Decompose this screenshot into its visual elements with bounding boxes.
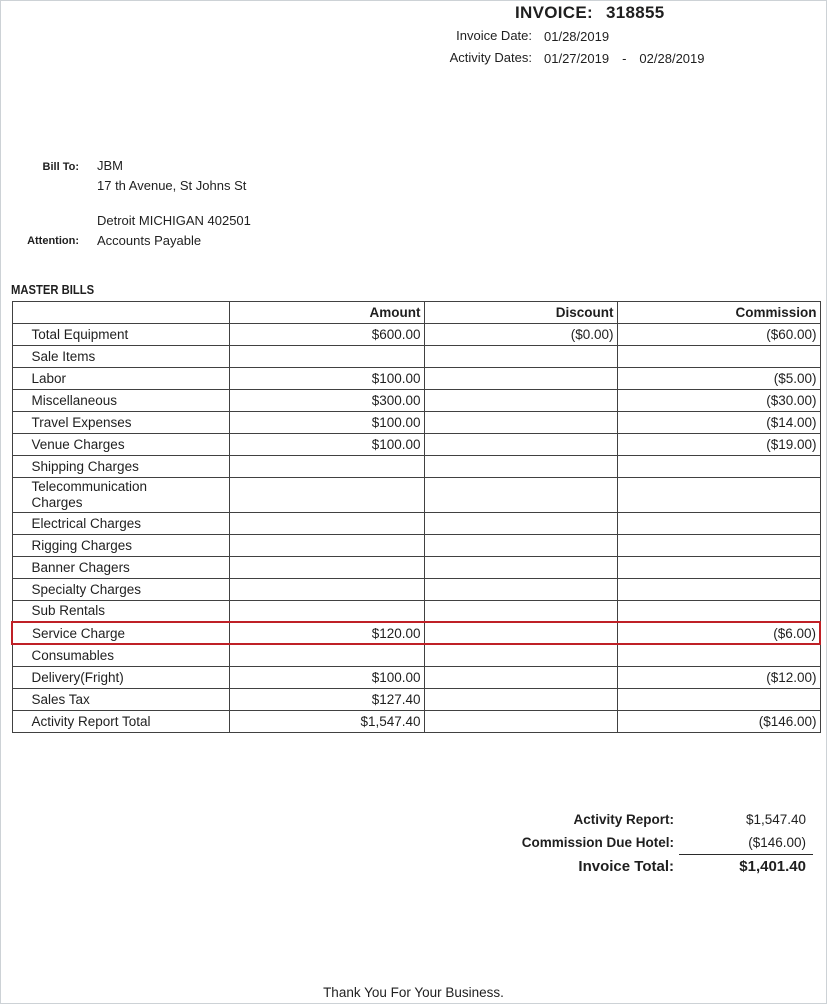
- table-row: [12, 644, 820, 666]
- row-label-text: Miscellaneous: [31, 392, 118, 408]
- invoice-total-value: $1,401.40: [739, 858, 806, 875]
- row-discount: [424, 644, 617, 666]
- row-amount: [229, 534, 424, 556]
- bill-to-label: Bill To:: [42, 161, 79, 173]
- row-amount: [229, 456, 424, 478]
- row-commission: [617, 346, 820, 368]
- table-row: [12, 534, 820, 556]
- row-label: [12, 578, 229, 600]
- row-amount: [229, 478, 424, 513]
- row-label: [12, 368, 229, 390]
- row-amount: $120.00: [229, 622, 424, 644]
- row-discount: [424, 710, 617, 732]
- row-label-text: Banner Chagers: [31, 559, 130, 575]
- row-amount: $100.00: [229, 666, 424, 688]
- row-label: [12, 688, 229, 710]
- master-bills-table-wrap: [11, 301, 821, 733]
- row-label-text: Electrical Charges: [31, 515, 142, 531]
- row-label: [12, 346, 229, 368]
- row-amount: $100.00: [229, 434, 424, 456]
- commission-due-hotel-label: Commission Due Hotel:: [521, 835, 674, 850]
- row-commission: [617, 512, 820, 534]
- activity-dates-separator: -: [622, 51, 627, 66]
- row-amount: [229, 556, 424, 578]
- attention-label: Attention:: [27, 235, 79, 247]
- row-amount: $300.00: [229, 390, 424, 412]
- table-row: [12, 622, 820, 644]
- row-label-text: Sale Items: [31, 348, 96, 364]
- table-row: [12, 324, 820, 346]
- row-label-text: Sub Rentals: [31, 603, 106, 619]
- row-commission: ($5.00): [617, 368, 820, 390]
- row-discount: [424, 534, 617, 556]
- row-label-text: Consumables: [31, 647, 115, 663]
- table-row: [12, 578, 820, 600]
- row-commission: [617, 534, 820, 556]
- master-bills-table: [11, 301, 821, 733]
- table-header-row: [12, 302, 820, 324]
- column-header-commission: Commission: [617, 302, 820, 324]
- row-commission: [617, 644, 820, 666]
- row-label-text: Delivery(Fright): [31, 669, 124, 685]
- activity-start-date: 01/27/2019: [544, 51, 610, 66]
- table-row: [12, 456, 820, 478]
- row-label-text: Sales Tax: [31, 691, 90, 707]
- activity-end-date: 02/28/2019: [639, 51, 705, 66]
- activity-dates-value: [544, 51, 705, 66]
- invoice-number: 318855: [605, 3, 665, 22]
- master-bills-section-title: MASTER BILLS: [11, 283, 95, 297]
- column-header-item: [12, 302, 229, 324]
- invoice-date-value: 01/28/2019: [544, 29, 610, 44]
- row-label-text: Venue Charges: [31, 436, 125, 452]
- row-discount: [424, 556, 617, 578]
- activity-report-label: Activity Report:: [573, 812, 674, 827]
- row-commission: ($60.00): [617, 324, 820, 346]
- row-amount: [229, 512, 424, 534]
- commission-due-hotel-value: ($146.00): [748, 835, 806, 850]
- row-amount: [229, 600, 424, 622]
- row-discount: [424, 578, 617, 600]
- row-label: [12, 644, 229, 666]
- bill-to-address-line1: 17 th Avenue, St Johns St: [97, 178, 247, 193]
- row-discount: [424, 666, 617, 688]
- row-label: [12, 512, 229, 534]
- table-row: [12, 600, 820, 622]
- row-discount: [424, 688, 617, 710]
- table-row: [12, 710, 820, 732]
- row-label: [12, 666, 229, 688]
- bill-to-name: JBM: [97, 158, 123, 173]
- row-label: [12, 710, 229, 732]
- row-discount: [424, 478, 617, 513]
- table-row: [12, 556, 820, 578]
- table-row: [12, 390, 820, 412]
- row-discount: [424, 622, 617, 644]
- table-row: [12, 434, 820, 456]
- row-label-text: Shipping Charges: [31, 458, 139, 474]
- row-label-text: Activity Report Total: [31, 713, 151, 729]
- row-amount: $127.40: [229, 688, 424, 710]
- row-discount: [424, 456, 617, 478]
- row-commission: [617, 556, 820, 578]
- row-label-text: Telecommunication Charges: [31, 479, 148, 510]
- row-label-text: Travel Expenses: [31, 414, 132, 430]
- invoice-title: [515, 3, 665, 23]
- row-commission: ($146.00): [617, 710, 820, 732]
- row-label: [12, 622, 229, 644]
- row-label: [12, 478, 229, 513]
- row-discount: ($0.00): [424, 324, 617, 346]
- row-commission: [617, 688, 820, 710]
- column-header-amount: Amount: [229, 302, 424, 324]
- row-label: [12, 412, 229, 434]
- row-discount: [424, 434, 617, 456]
- row-discount: [424, 412, 617, 434]
- row-discount: [424, 368, 617, 390]
- row-label: [12, 456, 229, 478]
- table-row: [12, 688, 820, 710]
- row-label-text: Rigging Charges: [31, 537, 133, 553]
- summary-divider-line: [679, 854, 813, 855]
- row-commission: [617, 456, 820, 478]
- table-row: [12, 512, 820, 534]
- row-amount: [229, 578, 424, 600]
- row-amount: [229, 346, 424, 368]
- row-label: [12, 534, 229, 556]
- invoice-date-label: Invoice Date:: [456, 28, 532, 43]
- row-commission: [617, 478, 820, 513]
- row-commission: [617, 578, 820, 600]
- table-row: [12, 666, 820, 688]
- row-commission: [617, 600, 820, 622]
- activity-report-value: $1,547.40: [745, 812, 806, 827]
- invoice-title-label: INVOICE:: [515, 3, 593, 22]
- row-discount: [424, 390, 617, 412]
- row-commission: ($6.00): [617, 622, 820, 644]
- row-label-text: Total Equipment: [31, 326, 129, 342]
- table-row: [12, 412, 820, 434]
- row-commission: ($14.00): [617, 412, 820, 434]
- row-discount: [424, 512, 617, 534]
- activity-dates-label: Activity Dates:: [449, 50, 532, 65]
- row-commission: ($30.00): [617, 390, 820, 412]
- attention-value: Accounts Payable: [97, 233, 202, 248]
- row-amount: [229, 644, 424, 666]
- row-label-text: Labor: [31, 370, 67, 386]
- row-discount: [424, 346, 617, 368]
- table-row: [12, 368, 820, 390]
- row-amount: $100.00: [229, 368, 424, 390]
- row-discount: [424, 600, 617, 622]
- row-label: [12, 556, 229, 578]
- thank-you-message: Thank You For Your Business.: [323, 985, 504, 1000]
- table-row: [12, 478, 820, 513]
- column-header-discount: Discount: [424, 302, 617, 324]
- row-label-text: Service Charge: [32, 625, 126, 641]
- row-amount: $1,547.40: [229, 710, 424, 732]
- row-label: [12, 434, 229, 456]
- row-label: [12, 600, 229, 622]
- bill-to-address-line2: Detroit MICHIGAN 402501: [97, 213, 251, 228]
- invoice-total-label: Invoice Total:: [578, 858, 674, 875]
- table-row: [12, 346, 820, 368]
- row-amount: $100.00: [229, 412, 424, 434]
- row-commission: ($19.00): [617, 434, 820, 456]
- row-commission: ($12.00): [617, 666, 820, 688]
- row-amount: $600.00: [229, 324, 424, 346]
- row-label-text: Specialty Charges: [31, 581, 142, 597]
- row-label: [12, 324, 229, 346]
- row-label: [12, 390, 229, 412]
